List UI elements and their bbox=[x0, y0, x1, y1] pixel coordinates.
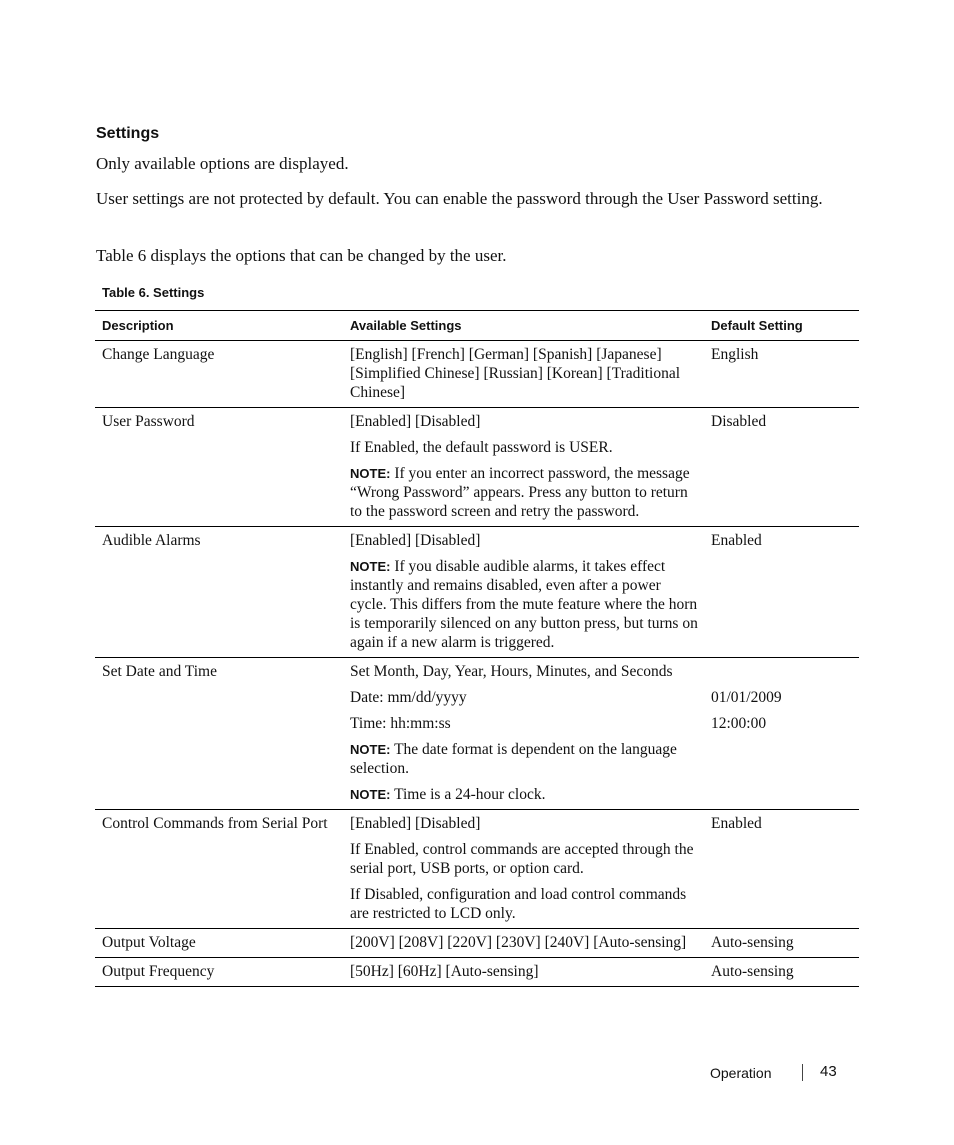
row-default-setting bbox=[704, 408, 859, 527]
setting-text bbox=[350, 438, 698, 457]
row-available-settings bbox=[343, 341, 704, 408]
note-label: NOTE: bbox=[350, 742, 391, 757]
footer-divider bbox=[802, 1064, 803, 1081]
table-row bbox=[95, 929, 859, 958]
table-row bbox=[95, 527, 859, 658]
footer-section-name: Operation bbox=[710, 1065, 772, 1081]
setting-value: If Enabled, control commands are accepted through the serial port, USB ports, or option card. bbox=[350, 841, 694, 877]
setting-value: [Enabled] [Disabled] bbox=[350, 532, 481, 549]
table-row bbox=[95, 341, 859, 408]
setting-value: Time: hh:mm:ss bbox=[350, 715, 451, 732]
default-value bbox=[711, 785, 853, 804]
default-value: 12:00:00 bbox=[711, 715, 767, 732]
row-description: Control Commands from Serial Port bbox=[95, 810, 343, 929]
table-row bbox=[95, 408, 859, 527]
default-value bbox=[711, 740, 853, 778]
row-description: User Password bbox=[95, 408, 343, 527]
setting-text bbox=[350, 345, 698, 402]
page-number: 43 bbox=[820, 1063, 837, 1080]
row-default-setting bbox=[704, 527, 859, 658]
table-row bbox=[95, 658, 859, 810]
setting-value: [Enabled] [Disabled] bbox=[350, 413, 481, 430]
setting-note bbox=[350, 785, 698, 804]
note-label: NOTE: bbox=[350, 466, 391, 481]
row-description: Audible Alarms bbox=[95, 527, 343, 658]
setting-value: If Disabled, configuration and load control commands are restricted to LCD only. bbox=[350, 886, 687, 922]
row-default-setting bbox=[704, 929, 859, 958]
row-available-settings bbox=[343, 958, 704, 987]
setting-text bbox=[350, 933, 698, 952]
default-value: Auto-sensing bbox=[711, 963, 794, 980]
setting-text bbox=[350, 531, 698, 550]
table-body bbox=[95, 341, 859, 987]
setting-text bbox=[350, 840, 698, 878]
default-value: Enabled bbox=[711, 532, 762, 549]
table-row bbox=[95, 810, 859, 929]
setting-value: [50Hz] [60Hz] [Auto-sensing] bbox=[350, 963, 539, 980]
column-header-description: Description bbox=[95, 311, 343, 341]
default-value: English bbox=[711, 346, 759, 363]
row-default-setting bbox=[704, 341, 859, 408]
row-available-settings bbox=[343, 929, 704, 958]
setting-value: If you enter an incorrect password, the message “Wrong Password” appears. Press any button to return to the password screen and retry the password. bbox=[350, 465, 690, 520]
setting-text bbox=[350, 412, 698, 431]
setting-text bbox=[350, 662, 698, 681]
setting-value: [English] [French] [German] [Spanish] [Japanese] [Simplified Chinese] [Russian] [Korean] [Traditional Chinese] bbox=[350, 346, 681, 401]
default-value: Enabled bbox=[711, 815, 762, 832]
password-paragraph: User settings are not protected by default. You can enable the password through the User Password setting. bbox=[96, 189, 823, 208]
default-value: Disabled bbox=[711, 413, 767, 430]
setting-value: Date: mm/dd/yyyy bbox=[350, 689, 467, 706]
setting-text bbox=[350, 714, 698, 733]
row-available-settings bbox=[343, 810, 704, 929]
setting-text bbox=[350, 885, 698, 923]
settings-table bbox=[95, 310, 859, 987]
table-row bbox=[95, 958, 859, 987]
intro-paragraph: Only available options are displayed. bbox=[96, 154, 349, 173]
default-value: 01/01/2009 bbox=[711, 689, 782, 706]
table-caption: Table 6. Settings bbox=[102, 285, 205, 300]
row-description: Output Voltage bbox=[95, 929, 343, 958]
setting-text bbox=[350, 688, 698, 707]
note-label: NOTE: bbox=[350, 787, 391, 802]
setting-text bbox=[350, 814, 698, 833]
note-label: NOTE: bbox=[350, 559, 391, 574]
setting-note bbox=[350, 740, 698, 778]
default-value: Auto-sensing bbox=[711, 934, 794, 951]
setting-value: Set Month, Day, Year, Hours, Minutes, and Seconds bbox=[350, 663, 673, 680]
row-available-settings bbox=[343, 527, 704, 658]
column-header-default-setting: Default Setting bbox=[704, 311, 859, 341]
setting-value: The date format is dependent on the language selection. bbox=[350, 741, 677, 777]
row-default-setting bbox=[704, 810, 859, 929]
default-value bbox=[711, 662, 853, 681]
row-description: Set Date and Time bbox=[95, 658, 343, 810]
row-available-settings bbox=[343, 408, 704, 527]
row-description: Change Language bbox=[95, 341, 343, 408]
setting-value: If you disable audible alarms, it takes effect instantly and remains disabled, even after a power cycle. This differs from the mute feature where the horn is temporarily silenced on any button press, but turns on again if a new alarm is triggered. bbox=[350, 558, 698, 651]
section-heading: Settings bbox=[96, 125, 160, 142]
row-default-setting bbox=[704, 658, 859, 810]
column-header-available-settings: Available Settings bbox=[343, 311, 704, 341]
row-available-settings bbox=[343, 658, 704, 810]
setting-value: [200V] [208V] [220V] [230V] [240V] [Auto-sensing] bbox=[350, 934, 687, 951]
setting-value: If Enabled, the default password is USER. bbox=[350, 439, 613, 456]
setting-note bbox=[350, 557, 698, 652]
table-intro-paragraph: Table 6 displays the options that can be changed by the user. bbox=[96, 246, 507, 265]
row-default-setting bbox=[704, 958, 859, 987]
table-header-row bbox=[95, 311, 859, 341]
setting-note bbox=[350, 464, 698, 521]
setting-text bbox=[350, 962, 698, 981]
row-description: Output Frequency bbox=[95, 958, 343, 987]
setting-value: [Enabled] [Disabled] bbox=[350, 815, 481, 832]
setting-value: Time is a 24-hour clock. bbox=[394, 786, 546, 803]
